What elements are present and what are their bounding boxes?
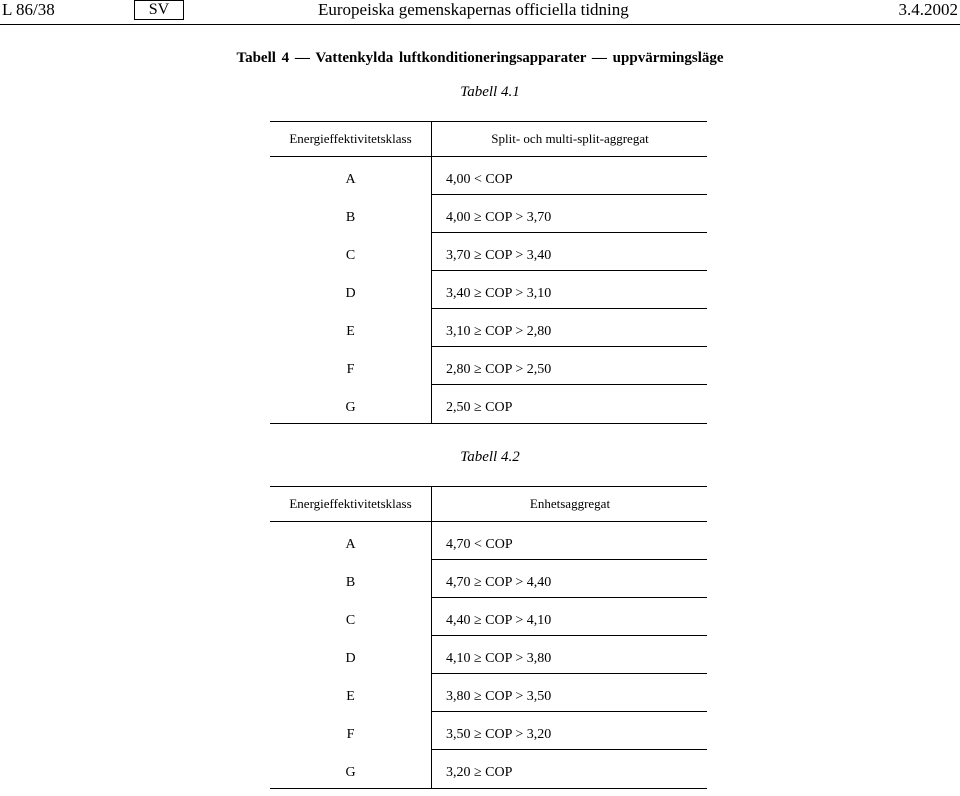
table-row <box>270 636 707 674</box>
table-row <box>270 347 707 385</box>
cop-range: 2,50 ≥ COP <box>446 400 513 415</box>
journal-title: Europeiska gemenskapernas officiella tidning <box>318 0 629 19</box>
efficiency-class: E <box>346 689 355 704</box>
table-row <box>270 674 707 712</box>
table-row <box>270 750 707 788</box>
table-4-2-caption: Tabell 4.2 <box>460 449 520 465</box>
table-row <box>270 385 707 423</box>
table-row <box>270 157 707 195</box>
efficiency-class: D <box>345 286 356 301</box>
table-row <box>270 271 707 309</box>
table-header <box>270 486 707 522</box>
header-class: Energieffektivitetsklass <box>270 487 432 521</box>
publication-date: 3.4.2002 <box>898 0 958 19</box>
header-category: Enhetsaggregat <box>529 496 611 511</box>
table-4-1 <box>270 121 707 424</box>
table-4-1-caption: Tabell 4.1 <box>460 84 520 100</box>
table-row <box>270 522 707 560</box>
cop-range: 3,70 ≥ COP > 3,40 <box>446 248 552 263</box>
efficiency-class: F <box>346 362 355 377</box>
cop-range: 4,70 < COP <box>446 537 513 552</box>
page-reference: L 86/38 <box>2 0 55 19</box>
table-row <box>270 233 707 271</box>
table-row <box>270 560 707 598</box>
cop-range: 3,80 ≥ COP > 3,50 <box>446 689 552 704</box>
table-row <box>270 195 707 233</box>
header-class: Energieffektivitetsklass <box>270 122 432 156</box>
efficiency-class: D <box>345 651 356 666</box>
cop-range: 4,70 ≥ COP > 4,40 <box>446 575 552 590</box>
header-category: Split- och multi-split-aggregat <box>491 131 649 146</box>
cop-range: 3,10 ≥ COP > 2,80 <box>446 324 552 339</box>
table-row <box>270 309 707 347</box>
efficiency-class: B <box>345 575 356 590</box>
efficiency-class: F <box>346 727 355 742</box>
efficiency-class: B <box>345 210 356 225</box>
cop-range: 4,10 ≥ COP > 3,80 <box>446 651 552 666</box>
cop-range: 3,50 ≥ COP > 3,20 <box>446 727 552 742</box>
table-body <box>270 522 707 789</box>
cop-range: 3,20 ≥ COP <box>446 765 513 780</box>
table-row <box>270 712 707 750</box>
language-badge: SV <box>134 0 184 20</box>
efficiency-class: A <box>345 172 356 187</box>
header-rule <box>0 24 960 25</box>
efficiency-class: G <box>345 400 356 415</box>
cop-range: 4,40 ≥ COP > 4,10 <box>446 613 552 628</box>
cop-range: 2,80 ≥ COP > 2,50 <box>446 362 552 377</box>
cop-range: 3,40 ≥ COP > 3,10 <box>446 286 552 301</box>
efficiency-class: G <box>345 765 356 780</box>
efficiency-class: C <box>345 613 356 628</box>
table-4-2 <box>270 486 707 789</box>
cop-range: 4,00 ≥ COP > 3,70 <box>446 210 552 225</box>
cop-range: 4,00 < COP <box>446 172 513 187</box>
table-row <box>270 598 707 636</box>
table-body <box>270 157 707 424</box>
efficiency-class: E <box>346 324 355 339</box>
efficiency-class: C <box>345 248 356 263</box>
efficiency-class: A <box>345 537 356 552</box>
page-header <box>0 0 960 26</box>
table-header <box>270 121 707 157</box>
table-title: Tabell 4 — Vattenkylda luftkonditioneringsapparater — uppvärmingsläge <box>236 50 724 66</box>
